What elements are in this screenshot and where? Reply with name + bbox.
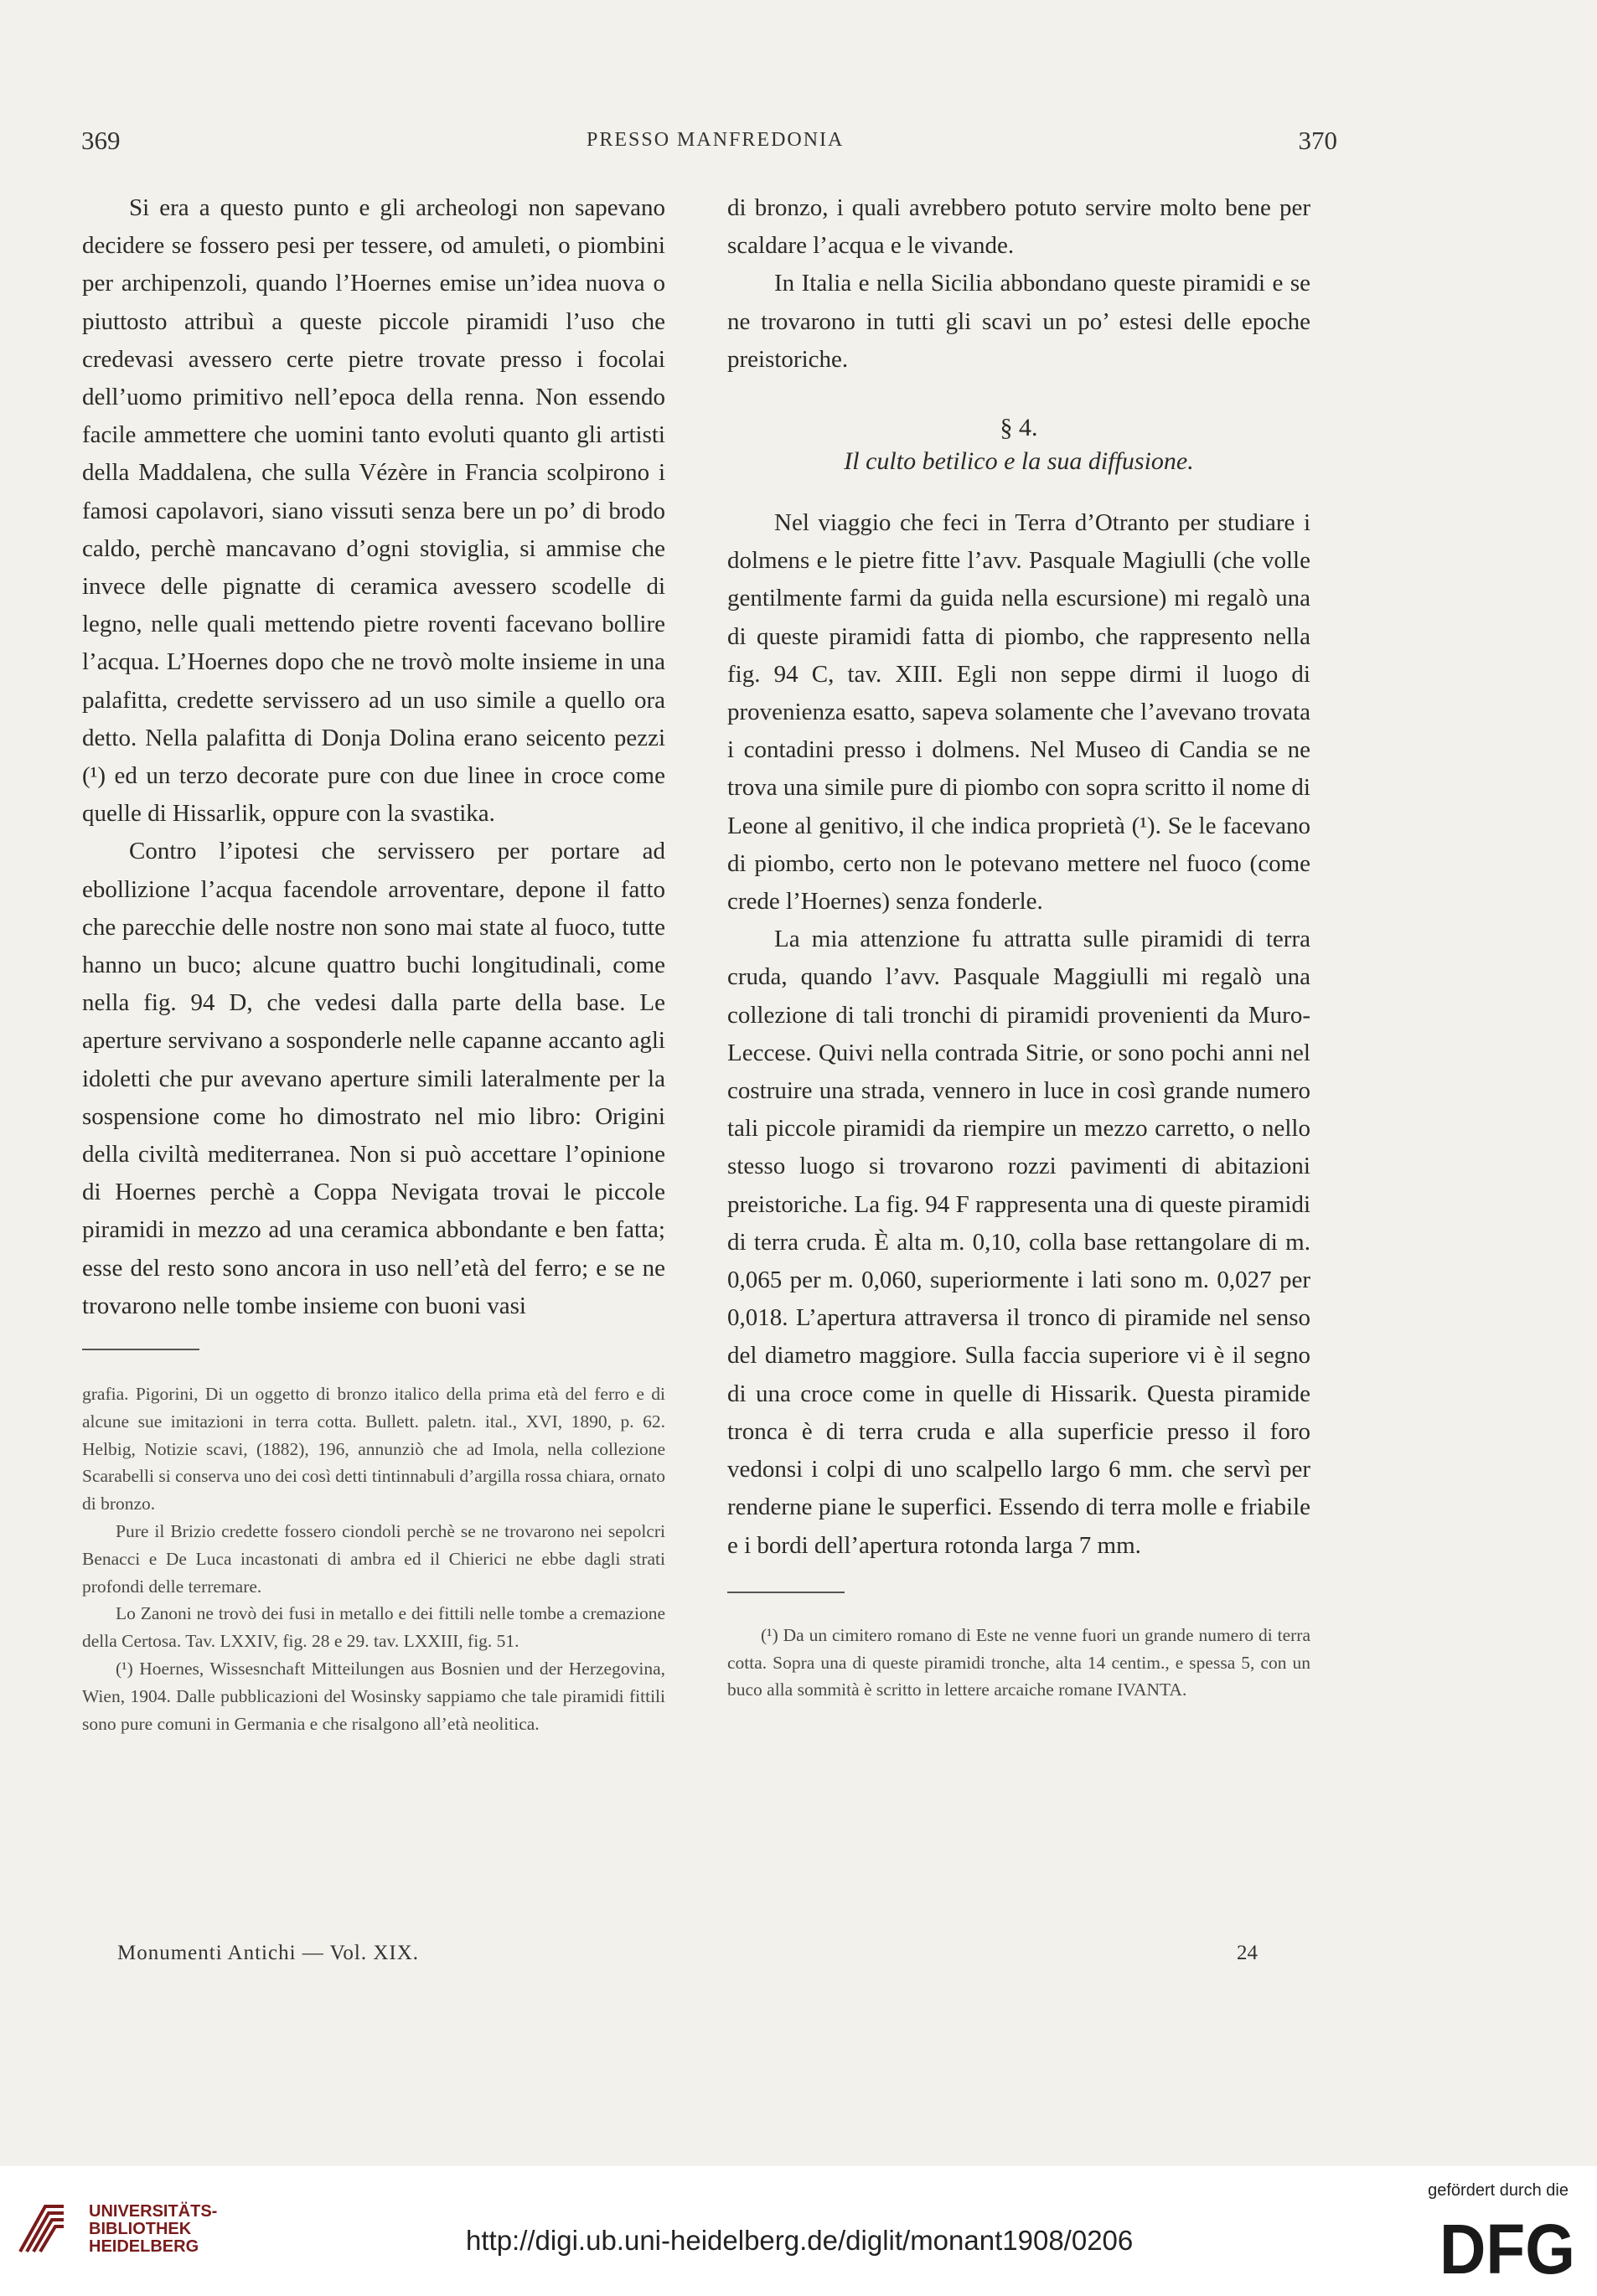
page-number-left: 369 xyxy=(81,126,121,155)
footnote: grafia. Pigorini, Di un oggetto di bronzo italico della prima età del ferro e di alcune sue imitazioni in terra cotta. Bullett. paletn. ital., XVI, 1890, p. 62. Helbig, Notizie scavi, (1882), 196, annunziò che ad Imola, nella collezione Scarabelli si conserva uno dei così detti tintinnabuli d’argilla rossa chiara, ornato di bronzo. xyxy=(82,1384,665,1514)
footnote: Lo Zanoni ne trovò dei fusi in metallo e dei fittili nelle tombe a cremazione della Certosa. Tav. LXXIV, fig. 28 e 29. tav. LXXIII, fig. 51. xyxy=(82,1603,665,1652)
digitization-bar xyxy=(0,2166,1597,2296)
left-column xyxy=(82,189,665,1737)
library-line: HEIDELBERG xyxy=(89,2237,199,2256)
body-paragraph: Si era a questo punto e gli archeologi non sapevano decidere se fossero pesi per tessere, od amuleti, o piombini per archipenzoli, quando l’Hoernes emise un’idea nuova o piuttosto attribuì a queste piccole piramidi l’uso che credevasi avessero certe pietre trovate presso i focolai dell’uomo primitivo nell’epoca della renna. Non essendo facile ammettere che uomini tanto evoluti quanto gli artisti della Maddalena, che sulla Vézère in Francia scolpirono i famosi capolavori, siano vissuti senza bere un po’ di brodo caldo, perchè mancavano d’ogni stoviglia, si ammise che invece delle pignatte di ceramica avessero scodelle di legno, nelle quali mettendo pietre roventi facevano bollire l’acqua. L’Hoernes dopo che ne trovò molte insieme in una palafitta, credette servissero ad un uso simile a quello ora detto. Nella palafitta di Donja Dolina erano seicento pezzi (¹) ed un terzo decorate pure con due linee in croce come quelle di Hissarlik, oppure con la svastika. xyxy=(82,194,665,828)
permalink-url[interactable]: http://digi.ub.uni-heidelberg.de/diglit/monant1908/0206 xyxy=(466,2225,1134,2256)
body-paragraph: La mia attenzione fu attratta sulle piramidi di terra cruda, quando l’avv. Pasquale Maggiulli mi regalò una collezione di tali tronchi di piramidi provenienti da Muro-Leccese. Quivi nella contrada Sitrie, or sono pochi anni nel costruire una strada, vennero in luce in così grande numero tali piccole piramidi da riempire un mezzo carretto, o nello stesso luogo si trovarono rozzi pavimenti di abitazioni preistoriche. La fig. 94 F rappresenta una di queste piramidi di terra cruda. È alta m. 0,10, colla base rettangolare di m. 0,065 per m. 0,060, superiormente i lati sono m. 0,027 per 0,018. L’apertura attraversa il tronco di piramide nel senso del diametro maggiore. Sulla faccia superiore vi è il segno di una croce come in quelle di Hissarik. Questa piramide tronca è di terra cruda e alla superficie presso il foro vedonsi i colpi di uno scalpello largo 6 mm. che servì per renderne piane le superfici. Essendo di terra molle e friabile e i bordi dell’apertura rotonda larga 7 mm. xyxy=(727,926,1310,1559)
funding-caption: gefördert durch die xyxy=(1428,2181,1569,2200)
library-line: BIBLIOTHEK xyxy=(89,2220,192,2238)
footnotes xyxy=(727,1622,1310,1704)
running-head xyxy=(0,126,1597,159)
dfg-logo-icon xyxy=(1439,2213,1577,2282)
library-line: UNIVERSITÄTS- xyxy=(89,2202,218,2221)
body-paragraph: In Italia e nella Sicilia abbondano queste piramidi e se ne trovarono in tutti gli scavi un po’ estesi delle epoche preistoriche. xyxy=(727,270,1310,373)
body-paragraph: di bronzo, i quali avrebbero potuto servire molto bene per scaldare l’acqua e le vivande. xyxy=(727,194,1310,260)
page-footer xyxy=(0,1942,1597,1975)
body-paragraph: Contro l’ipotesi che servissero per portare ad ebollizione l’acqua facendole arroventare, depone il fatto che parecchie delle nostre non sono mai state al fuoco, tutte hanno un buco; alcune quattro buchi longitudinali, come nella fig. 94 D, che vedesi dalla parte della base. Le aperture servivano a sosponderle nelle capanne accanto agli idoletti che pur avevano aperture simili lateralmente per la sospensione come ho dimostrato nel mio libro: Origini della civiltà mediterranea. Non si può accettare l’opinione di Hoernes perchè a Coppa Nevigata trovai le piccole piramidi in mezzo ad una ceramica abbondante e ben fatta; esse del resto sono ancora in uso nell’età del ferro; e se ne trovarono nelle tombe insieme con buoni vasi xyxy=(82,838,665,1319)
running-title: PRESSO MANFREDONIA xyxy=(587,129,845,151)
footnote: (¹) Hoernes, Wissesnchaft Mitteilungen aus Bosnien und der Herzegovina, Wien, 1904. Dalle pubblicazioni del Wosinsky sappiamo che tale piramidi fittili sono pure comuni in Germania e che risalgono all’età neolitica. xyxy=(82,1659,665,1734)
volume-line: Monumenti Antichi — Vol. XIX. xyxy=(117,1942,420,1964)
body-paragraph: Nel viaggio che feci in Terra d’Otranto per studiare i dolmens e le pietre fitte l’avv. Pasquale Magiulli (che volle gentilmente farmi da guida nella escursione) mi regalò una di queste piramidi fatta di piombo, che rappresento nella fig. 94 C, tav. XIII. Egli non seppe dirmi il luogo di provenienza esatto, sapeva solamente che l’avevano trovata i contadini presso i dolmens. Nel Museo di Candia se ne trova una simile pure di piombo con sopra scritto il nome di Leone al genitivo, il che indica proprietà (¹). Se le facevano di piombo, certo non le potevano mettere nel fuoco (come crede l’Hoernes) senza fonderle. xyxy=(727,509,1310,916)
footnote: Pure il Brizio credette fossero ciondoli perchè se ne trovarono nei sepolcri Benacci e De Luca incastonati di ambra ed il Chierici ne ebbe dagli strati profondi delle terremare. xyxy=(82,1521,665,1597)
section-title: Il culto betilico e la sua diffusione. xyxy=(844,447,1194,476)
footnote-rule xyxy=(727,1592,845,1593)
ub-heidelberg-logo-icon xyxy=(15,2200,67,2258)
right-column xyxy=(727,189,1310,1704)
section-number: § 4. xyxy=(1000,414,1038,442)
signature-mark: 24 xyxy=(1237,1942,1258,1964)
page-number-right: 370 xyxy=(1298,126,1337,155)
footnote-rule xyxy=(82,1349,199,1350)
footnote: (¹) Da un cimitero romano di Este ne venne fuori un grande numero di terra cotta. Sopra una di queste piramidi tronche, alta 14 centim., e spessa 5, con un buco alla sommità è scritto in lettere arcaiche romane IVANTA. xyxy=(727,1624,1310,1700)
dfg-logo-text: DFG xyxy=(1439,2213,1575,2282)
footnotes xyxy=(82,1380,665,1737)
library-name xyxy=(89,2203,217,2256)
